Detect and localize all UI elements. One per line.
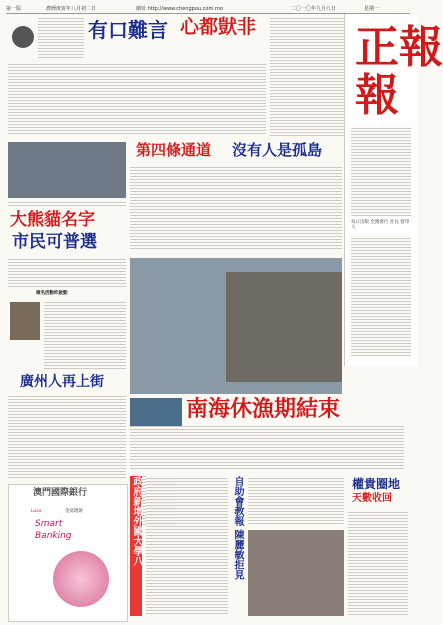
weekday: 星期一 bbox=[364, 6, 380, 12]
vertical-red-text: 政府新增外國大學八 bbox=[131, 476, 142, 566]
bank-line3: Smart bbox=[35, 519, 63, 529]
bank-line1: Luso bbox=[31, 509, 42, 514]
vertical-blue-text: 自助會教報 陳麗敏拒見 bbox=[232, 476, 243, 580]
panda-article bbox=[44, 300, 126, 370]
publish-date: 二〇一〇年九月九日 bbox=[291, 6, 337, 12]
flower-icon bbox=[53, 551, 109, 607]
panda-subhead: 徵名活動昨啟動 bbox=[36, 291, 68, 296]
lead-article-body bbox=[8, 62, 266, 136]
top-bar bbox=[6, 4, 410, 14]
panda-line1: 大熊貓名字 bbox=[10, 210, 95, 230]
lunar-date: 農曆庚寅年八月初二日 bbox=[46, 6, 97, 12]
masthead-info bbox=[351, 126, 411, 216]
boats-photo bbox=[130, 398, 182, 426]
guangzhou-article bbox=[8, 394, 126, 478]
rights-headline: 權貴圈地 bbox=[352, 477, 401, 491]
columnist-avatar bbox=[12, 26, 34, 48]
lead-intro-text bbox=[38, 16, 84, 60]
fishing-article bbox=[130, 424, 404, 470]
fishing-headline: 南海休漁期結束 bbox=[186, 396, 341, 422]
masthead-title-a: 正報 bbox=[355, 22, 443, 73]
rights-sub: 天數收回 bbox=[352, 493, 392, 504]
bank-line4: Banking bbox=[35, 531, 72, 541]
bank-line2: 金富理財 bbox=[65, 509, 83, 514]
guangzhou-headline: 廣州人再上街 bbox=[20, 374, 104, 390]
masthead-meta: 每日出版 全澳發行 社長 督印人 bbox=[351, 220, 410, 231]
panda-body bbox=[8, 257, 126, 287]
side-article bbox=[270, 16, 346, 136]
tunnel-headline-a: 第四條通道 bbox=[136, 141, 212, 159]
tunnel-article bbox=[130, 165, 342, 251]
bottom-article-c bbox=[248, 476, 344, 526]
people-photo bbox=[248, 530, 344, 616]
masthead-title-b: 報 bbox=[355, 70, 399, 121]
tunnel-headline-b: 沒有人是孤島 bbox=[232, 141, 323, 159]
bottom-article-b bbox=[146, 476, 228, 616]
lead-headline-b: 心都獃非 bbox=[180, 16, 257, 38]
page-number: 第一版 bbox=[6, 6, 22, 12]
panda-line2: 市民可普選 bbox=[12, 232, 97, 252]
vertical-blue-block bbox=[232, 476, 244, 580]
panda-photo bbox=[10, 302, 40, 340]
masthead-notices bbox=[351, 236, 411, 356]
bank-ad[interactable] bbox=[8, 484, 128, 622]
site-url[interactable]: 網址 http://www.chengpou.com.mo bbox=[136, 6, 223, 12]
fishing-photo-worker bbox=[226, 272, 342, 382]
rights-article bbox=[348, 510, 408, 616]
lead-headline-a: 有口難言 bbox=[88, 18, 168, 42]
masthead-panel bbox=[344, 14, 443, 366]
bank-org: 澳門國際銀行 bbox=[33, 488, 88, 498]
photo-group bbox=[8, 142, 126, 198]
photo-caption bbox=[8, 200, 126, 208]
vertical-red-bar bbox=[130, 476, 142, 616]
